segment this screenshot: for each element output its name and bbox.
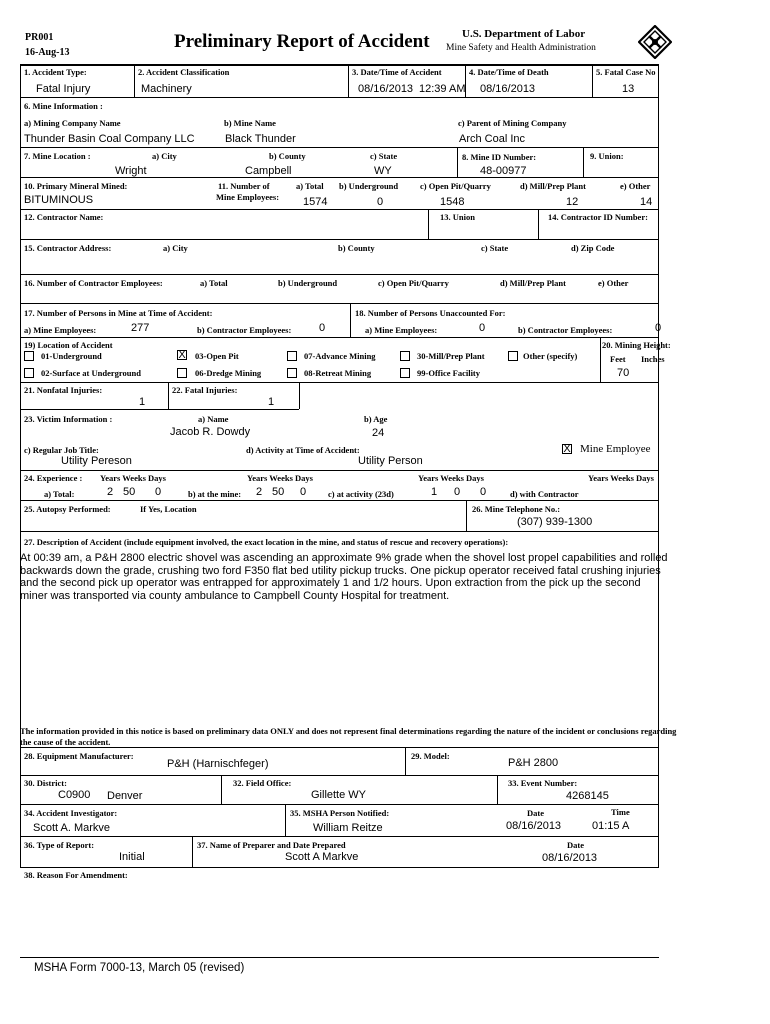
mine-county-label: b) County — [269, 151, 306, 161]
checkbox-office-facility[interactable] — [400, 368, 410, 378]
persons-mine-employees-value: 277 — [131, 322, 150, 334]
contractor-union-label: 13. Union — [440, 212, 475, 222]
other-employees-value: 14 — [640, 196, 653, 208]
option-underground-label: 01-Underground — [41, 351, 102, 361]
inches-label: Inches — [641, 354, 665, 364]
contractor-zip-label: d) Zip Code — [571, 243, 615, 253]
contractor-name-label: 12. Contractor Name: — [24, 212, 104, 222]
fatal-injuries-value: 1 — [268, 396, 275, 408]
nonfatal-injuries-value: 1 — [139, 396, 146, 408]
nonfatal-injuries-label: 21. Nonfatal Injuries: — [24, 385, 103, 395]
fatal-case-label: 5. Fatal Case No — [596, 67, 656, 77]
option-other-specify-label: Other (specify) — [523, 351, 578, 361]
autopsy-label: 25. Autopsy Performed: — [24, 504, 111, 514]
experience-total-label: a) Total: — [44, 489, 75, 499]
persons-mine-employees-label: a) Mine Employees: — [24, 325, 97, 335]
checkbox-dredge-mining[interactable] — [177, 368, 187, 378]
parent-company-label: c) Parent of Mining Company — [458, 118, 567, 128]
parent-company-value: Arch Coal Inc — [459, 133, 526, 145]
mining-company-value: Thunder Basin Coal Company LLC — [24, 133, 195, 145]
report-date: 16-Aug-13 — [25, 47, 70, 58]
persons-contractor-employees-value: 0 — [319, 322, 326, 334]
mill-employees-value: 12 — [566, 196, 579, 208]
field-office-label: 32. Field Office: — [233, 778, 292, 788]
checkbox-retreat-mining[interactable] — [287, 368, 297, 378]
agency-name: U.S. Department of Labor — [462, 28, 586, 40]
experience-label: 24. Experience : — [24, 473, 83, 483]
mine-location-label: 7. Mine Location : — [24, 151, 91, 161]
unaccounted-mine-employees-label: a) Mine Employees: — [365, 325, 438, 335]
contractor-openpit-label: c) Open Pit/Quarry — [378, 278, 449, 288]
experience-activity-label: c) at activity (23d) — [328, 489, 394, 499]
victim-age-value: 24 — [372, 427, 385, 439]
option-dredge-mining-label: 06-Dredge Mining — [195, 368, 262, 378]
accident-time-value: 12:39 AM — [419, 83, 466, 95]
mine-county-value: Campbell — [245, 165, 292, 177]
mine-employee-label: Mine Employee — [580, 443, 651, 455]
mine-name-value: Black Thunder — [225, 133, 296, 145]
contractor-other-label: e) Other — [598, 278, 629, 288]
district-label: 30. District: — [24, 778, 67, 788]
contractor-mill-label: d) Mill/Prep Plant — [500, 278, 566, 288]
checkbox-open-pit[interactable]: X — [178, 349, 186, 361]
death-datetime-label: 4. Date/Time of Death — [469, 67, 549, 77]
mine-employees-label-2: Mine Employees: — [216, 192, 280, 202]
underground-employees-value: 0 — [377, 196, 384, 208]
experience-activity-years: 1 — [431, 486, 438, 498]
form-footer: MSHA Form 7000-13, March 05 (revised) — [34, 962, 245, 974]
preparer-value: Scott A Markve — [285, 851, 359, 863]
ywd-header-activity: Years Weeks Days — [418, 473, 484, 483]
mine-state-label: c) State — [370, 151, 398, 161]
notified-time-value: 01:15 A — [592, 820, 630, 832]
mine-phone-value: (307) 939-1300 — [517, 516, 593, 528]
mine-info-label: 6. Mine Information : — [24, 101, 103, 111]
experience-total-weeks: 50 — [123, 486, 136, 498]
persons-contractor-employees-label: b) Contractor Employees: — [197, 325, 292, 335]
prepared-date-value: 08/16/2013 — [542, 852, 598, 864]
option-mill-prep-label: 30-Mill/Prep Plant — [417, 351, 485, 361]
mine-city-value: Wright — [115, 165, 147, 177]
report-type-label: 36. Type of Report: — [24, 840, 95, 850]
experience-total-days: 0 — [155, 486, 162, 498]
activity-label: d) Activity at Time of Accident: — [246, 445, 360, 455]
option-office-facility-label: 99-Office Facility — [417, 368, 481, 378]
ywd-header-contractor: Years Weeks Days — [588, 473, 654, 483]
primary-mineral-label: 10. Primary Mineral Mined: — [24, 181, 128, 191]
accident-datetime-label: 3. Date/Time of Accident — [352, 67, 442, 77]
experience-contractor-label: d) with Contractor — [510, 489, 579, 499]
mining-height-label: 20. Mining Height: — [602, 340, 671, 350]
district-name-value: Denver — [107, 790, 143, 802]
investigator-label: 34. Accident Investigator: — [24, 808, 118, 818]
investigator-value: Scott A. Markve — [33, 822, 111, 834]
accident-date-value: 08/16/2013 — [358, 83, 414, 95]
amendment-label: 38. Reason For Amendment: — [24, 870, 128, 880]
person-notified-value: William Reitze — [313, 822, 383, 834]
form-id: PR001 — [25, 32, 54, 43]
option-retreat-mining-label: 08-Retreat Mining — [304, 368, 372, 378]
description-label: 27. Description of Accident (include equipment involved, the exact location in the mine, and status of rescue and recovery operations): — [24, 537, 509, 547]
unaccounted-mine-employees-value: 0 — [479, 322, 486, 334]
notified-time-label: Time — [611, 807, 630, 817]
accident-type-label: 1. Accident Type: — [24, 67, 87, 77]
equipment-manufacturer-value: P&H (Harnischfeger) — [167, 758, 269, 770]
experience-activity-weeks: 0 — [454, 486, 461, 498]
msha-logo-icon — [638, 25, 672, 59]
checkbox-mine-employee[interactable]: X — [563, 443, 571, 455]
job-title-label: c) Regular Job Title: — [24, 445, 99, 455]
contractor-employees-label: 16. Number of Contractor Employees: — [24, 278, 163, 288]
accident-description: At 00:39 am, a P&H 2800 electric shovel was ascending an approximate 9% grade when the shovel lost propel capabilities and rolled backwards down the grade, crushing two ford F350 flat bed utility pickup trucks. One pickup operator received fatal crushing injuries and the second pick up operator was entrapped for approximately 1 and 1/2 hours. Upon extraction from the pick up the second miner was transported via county ambulance to Campbell County Hospital for treatment. — [20, 552, 668, 602]
mine-state-value: WY — [374, 165, 392, 177]
contractor-state-label: c) State — [481, 243, 509, 253]
option-open-pit-label: 03-Open Pit — [195, 351, 239, 361]
persons-in-mine-label: 17. Number of Persons in Mine at Time of Accident: — [24, 308, 213, 318]
mining-height-feet-value: 70 — [617, 367, 630, 379]
location-label: 19) Location of Accident — [24, 340, 113, 350]
mine-id-label: 8. Mine ID Number: — [462, 152, 537, 162]
victim-info-label: 23. Victim Information : — [24, 414, 113, 424]
victim-name-value: Jacob R. Dowdy — [170, 426, 251, 438]
job-title-value: Utility Pereson — [61, 455, 132, 467]
option-surface-underground-label: 02-Surface at Underground — [41, 368, 141, 378]
checkbox-other-specify[interactable] — [508, 351, 518, 361]
contractor-county-label: b) County — [338, 243, 375, 253]
report-type-value: Initial — [119, 851, 145, 863]
openpit-employees-value: 1548 — [440, 196, 465, 208]
option-advance-mining-label: 07-Advance Mining — [304, 351, 376, 361]
mining-company-label: a) Mining Company Name — [24, 118, 121, 128]
event-number-value: 4268145 — [566, 790, 609, 802]
experience-mine-days: 0 — [300, 486, 307, 498]
experience-mine-weeks: 50 — [272, 486, 285, 498]
experience-total-years: 2 — [107, 486, 114, 498]
underground-employees-label: b) Underground — [339, 181, 399, 191]
victim-name-label: a) Name — [198, 414, 229, 424]
notified-date-value: 08/16/2013 — [506, 820, 562, 832]
openpit-employees-label: c) Open Pit/Quarry — [420, 181, 491, 191]
unaccounted-contractor-employees-value: 0 — [655, 322, 662, 334]
equipment-model-label: 29. Model: — [411, 751, 450, 761]
preliminary-notice: The information provided in this notice is based on preliminary data ONLY and does not represent final determinations regarding the nature of the incident or conclusions regarding the cause of the accident. — [20, 726, 677, 747]
equipment-manufacturer-label: 28. Equipment Manufacturer: — [24, 751, 134, 761]
checkbox-surface-underground[interactable] — [24, 368, 34, 378]
autopsy-location-label: If Yes, Location — [140, 504, 197, 514]
victim-age-label: b) Age — [364, 414, 388, 424]
checkbox-mill-prep[interactable] — [400, 351, 410, 361]
contractor-id-label: 14. Contractor ID Number: — [548, 212, 648, 222]
prepared-date-label: Date — [567, 840, 584, 850]
feet-label: Feet — [610, 354, 626, 364]
experience-mine-label: b) at the mine: — [188, 489, 242, 499]
experience-mine-years: 2 — [256, 486, 263, 498]
agency-subtitle: Mine Safety and Health Administration — [446, 43, 596, 53]
classification-value: Machinery — [141, 83, 192, 95]
person-notified-label: 35. MSHA Person Notified: — [290, 808, 390, 818]
other-employees-label: e) Other — [620, 181, 651, 191]
fatal-case-value: 13 — [622, 83, 635, 95]
mine-name-label: b) Mine Name — [224, 118, 276, 128]
mill-employees-label: d) Mill/Prep Plant — [520, 181, 586, 191]
mine-id-value: 48-00977 — [480, 165, 527, 177]
field-office-value: Gillette WY — [311, 789, 367, 801]
classification-label: 2. Accident Classification — [138, 67, 230, 77]
event-number-label: 33. Event Number: — [508, 778, 578, 788]
death-date-value: 08/16/2013 — [480, 83, 536, 95]
unaccounted-contractor-employees-label: b) Contractor Employees: — [518, 325, 613, 335]
total-employees-label: a) Total — [296, 181, 324, 191]
contractor-city-label: a) City — [163, 243, 188, 253]
ywd-header-mine: Years Weeks Days — [247, 473, 313, 483]
fatal-injuries-label: 22. Fatal Injuries: — [172, 385, 238, 395]
experience-activity-days: 0 — [480, 486, 487, 498]
unaccounted-label: 18. Number of Persons Unaccounted For: — [355, 308, 506, 318]
mine-employees-label-1: 11. Number of — [218, 181, 270, 191]
checkbox-advance-mining[interactable] — [287, 351, 297, 361]
union-label: 9. Union: — [590, 151, 624, 161]
contractor-address-label: 15. Contractor Address: — [24, 243, 112, 253]
notified-date-label: Date — [527, 808, 544, 818]
total-employees-value: 1574 — [303, 196, 328, 208]
mine-city-label: a) City — [152, 151, 177, 161]
accident-type-value: Fatal Injury — [36, 83, 91, 95]
preparer-label: 37. Name of Preparer and Date Prepared — [197, 840, 346, 850]
contractor-total-label: a) Total — [200, 278, 228, 288]
ywd-header-total: Years Weeks Days — [100, 473, 166, 483]
activity-value: Utility Person — [358, 455, 423, 467]
mine-phone-label: 26. Mine Telephone No.: — [472, 504, 561, 514]
contractor-underground-label: b) Underground — [278, 278, 338, 288]
primary-mineral-value: BITUMINOUS — [24, 194, 94, 206]
equipment-model-value: P&H 2800 — [508, 757, 559, 769]
checkbox-underground[interactable] — [24, 351, 34, 361]
district-code-value: C0900 — [58, 789, 91, 801]
page-title: Preliminary Report of Accident — [174, 31, 430, 52]
